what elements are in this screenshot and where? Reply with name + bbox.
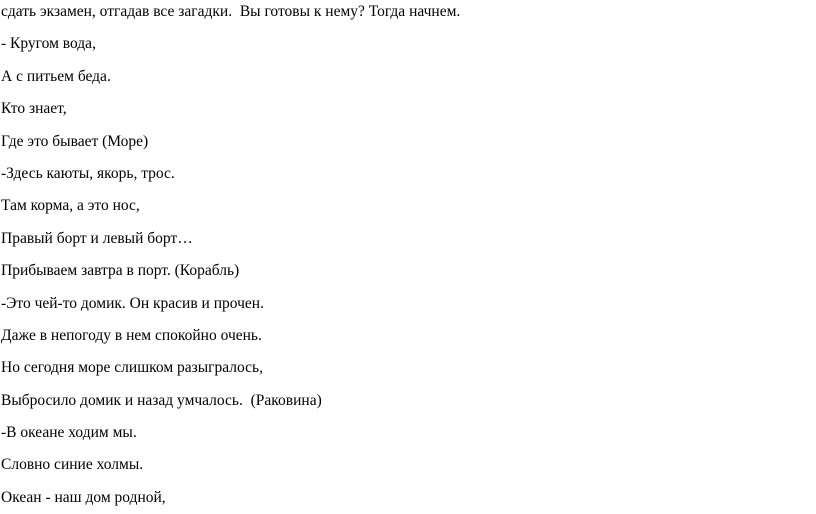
text-line: Правый борт и левый борт…	[1, 229, 193, 247]
text-line: - Кругом вода,	[1, 35, 96, 53]
text-line: сдать экзамен, отгадав все загадки. Вы готовы к нему? Тогда начнем.	[1, 3, 461, 20]
text-line: Там корма, а это нос,	[1, 197, 140, 215]
text-line: Кто знает,	[1, 100, 67, 118]
text-line: Словно синие холмы.	[1, 456, 144, 474]
text-line: Даже в непогоду в нем спокойно очень.	[1, 326, 262, 344]
text-line: Прибываем завтра в порт. (Корабль)	[1, 262, 240, 280]
text-line: -Это чей-то домик. Он красив и прочен.	[1, 294, 264, 312]
text-line: -В океане ходим мы.	[1, 424, 137, 442]
text-line: Океан - наш дом родной,	[1, 488, 166, 506]
text-line: Где это бывает (Море)	[1, 132, 149, 150]
text-line: А с питьем беда.	[1, 67, 111, 85]
text-line: -Здесь каюты, якорь, трос.	[1, 164, 175, 182]
text-line: Выбросило домик и назад умчалось. (Раковина)	[1, 391, 322, 409]
text-line: Но сегодня море слишком разыгралось,	[1, 359, 264, 377]
document-body	[1, 0, 460, 514]
